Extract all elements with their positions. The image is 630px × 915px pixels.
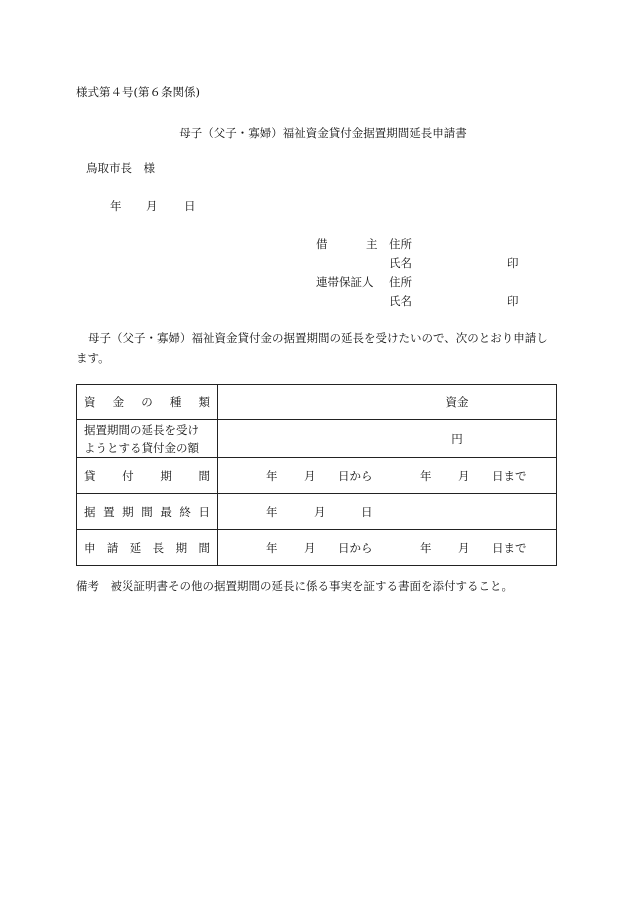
addressee: 鳥取市長 様: [86, 161, 155, 175]
extension-end-month: 月: [458, 541, 470, 555]
loan-end-day: 日まで: [492, 469, 527, 483]
amount-label-line1: 据置期間の延長を受け: [84, 422, 199, 437]
table-row-extension-period: [77, 530, 557, 566]
fund-type-label-char: 類: [198, 395, 210, 409]
deferment-label-char: 日: [198, 504, 210, 519]
deferment-label-char: 据: [84, 504, 96, 519]
extension-period-value-cell[interactable]: [218, 530, 557, 566]
fund-type-label-char: 種: [169, 395, 182, 409]
extension-label-char: 延: [129, 540, 142, 555]
guarantor-seal: 印: [507, 294, 519, 308]
fund-type-label-char: の: [141, 395, 153, 409]
fund-type-label-char: 金: [112, 395, 125, 409]
guarantor-name-label: 氏名: [389, 294, 412, 308]
borrower-name-row: [316, 255, 546, 273]
guarantor-address-row: [316, 274, 546, 292]
borrower-role-b: 主: [366, 237, 378, 251]
deferment-year: 年: [266, 505, 278, 519]
deferment-label-char: 最: [160, 504, 172, 519]
date-day: 日: [184, 199, 196, 213]
loan-period-value-cell[interactable]: [218, 458, 557, 494]
document-title: 母子（父子・寡婦）福祉資金貸付金据置期間延長申請書: [179, 126, 467, 140]
deferment-day: 日: [361, 505, 373, 519]
amount-unit: 円: [451, 431, 463, 446]
deferment-label-char: 終: [179, 504, 191, 519]
extension-end-day: 日まで: [492, 541, 527, 555]
amount-label: [77, 420, 218, 458]
fund-type-label-char: 資: [84, 395, 96, 409]
loan-period-label-char: 付: [122, 468, 134, 483]
deferment-last-day-value-cell[interactable]: [218, 494, 557, 530]
borrower-address-row: [316, 236, 546, 254]
table-row-amount: [77, 420, 557, 458]
amount-label-line2: ようとする貸付金の額: [84, 440, 199, 455]
table-row-deferment-last-day: [77, 494, 557, 530]
borrower-seal: 印: [507, 256, 519, 270]
application-statement: 母子（父子・寡婦）福祉資金貸付金の据置期間の延長を受けたいので、次のとおり申請します。: [76, 331, 548, 365]
deferment-month: 月: [314, 505, 326, 519]
date-year: 年: [110, 199, 122, 213]
application-table: [76, 384, 557, 566]
table-row-loan-period: [77, 458, 557, 494]
loan-end-month: 月: [458, 469, 470, 483]
extension-start-month: 月: [304, 541, 316, 555]
deferment-label-char: 期: [122, 504, 134, 519]
guarantor-role: 連帯保証人: [316, 275, 374, 289]
borrower-name-label: 氏名: [389, 256, 412, 270]
extension-label-char: 請: [106, 540, 119, 555]
loan-period-label: [77, 458, 218, 494]
borrower-role-a: 借: [316, 237, 328, 251]
extension-label-char: 期: [175, 540, 188, 555]
extension-start-year: 年: [266, 541, 278, 555]
loan-period-label-char: 期: [160, 468, 172, 483]
extension-label-char: 間: [198, 540, 210, 555]
loan-start-year: 年: [266, 469, 278, 483]
date-month: 月: [146, 199, 158, 213]
fund-type-value: 資金: [445, 395, 469, 409]
loan-period-label-char: 貸: [84, 468, 96, 483]
loan-end-year: 年: [420, 469, 432, 483]
loan-start-month: 月: [304, 469, 316, 483]
borrower-address-label: 住所: [389, 237, 412, 251]
extension-end-year: 年: [420, 541, 432, 555]
loan-start-day: 日から: [338, 469, 373, 483]
extension-label-char: 長: [152, 540, 165, 555]
amount-value-cell[interactable]: [218, 420, 557, 458]
loan-period-label-char: 間: [198, 468, 210, 483]
table-row-fund-type: [77, 385, 557, 420]
deferment-last-day-label: [77, 494, 218, 530]
form-number: 様式第４号(第６条関係): [76, 85, 200, 99]
deferment-label-char: 置: [103, 504, 115, 519]
extension-start-day: 日から: [338, 541, 373, 555]
remark-note: 備考 被災証明書その他の据置期間の延長に係る事実を証する書面を添付すること。: [76, 579, 513, 593]
fund-type-value-cell[interactable]: [218, 385, 557, 420]
fund-type-label: [77, 385, 218, 420]
deferment-label-char: 間: [141, 504, 153, 519]
extension-period-label: [77, 530, 218, 566]
guarantor-address-label: 住所: [389, 275, 412, 289]
extension-label-char: 申: [84, 540, 96, 555]
guarantor-name-row: [316, 293, 546, 311]
